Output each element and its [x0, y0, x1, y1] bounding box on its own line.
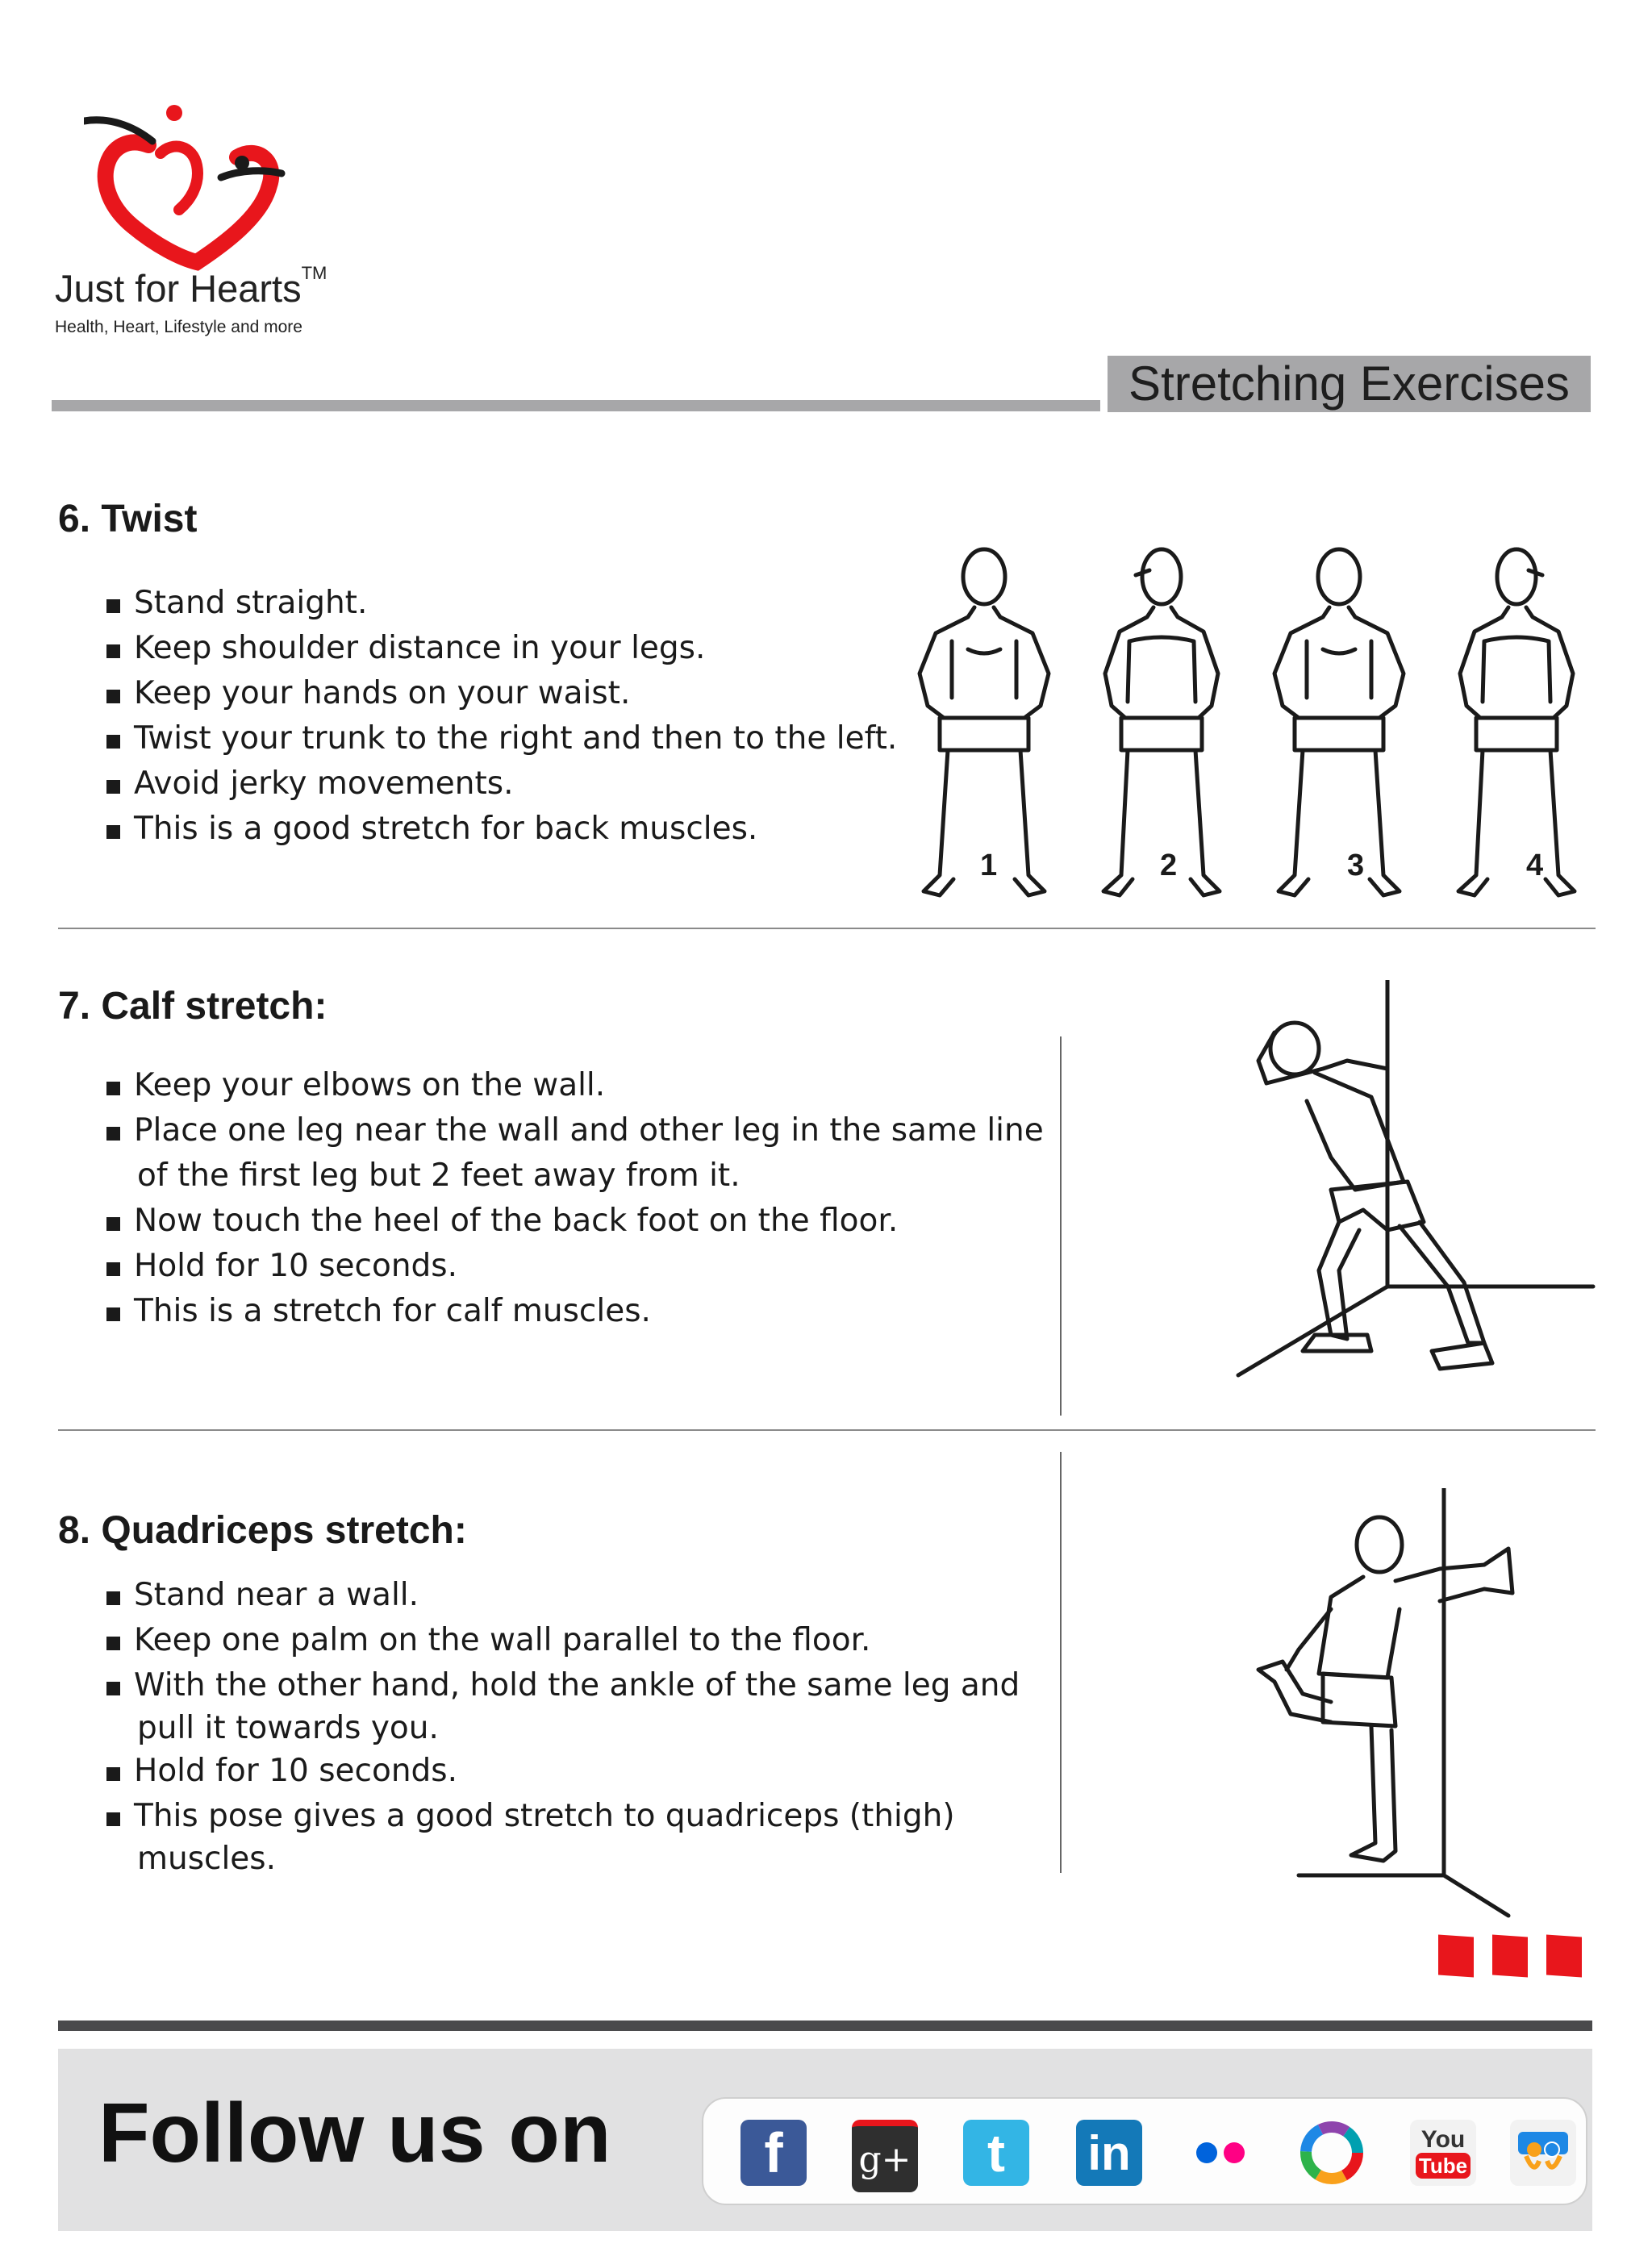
- list-item: Hold for 10 seconds.: [106, 1749, 1020, 1794]
- quadriceps-stretch-illustration: [1242, 1488, 1597, 1924]
- brand-name: [55, 263, 327, 311]
- quadriceps-stretch-figure: [1242, 1488, 1597, 1924]
- list-item: Keep shoulder distance in your legs.: [106, 626, 897, 671]
- picasa-wheel: [1300, 2121, 1363, 2184]
- list-item: of the first leg but 2 feet away from it.: [137, 1157, 740, 1194]
- youtube-icon[interactable]: [1410, 2120, 1476, 2186]
- follow-us-label: Follow us on: [98, 2087, 611, 2180]
- list-item: This pose gives a good stretch to quadriceps (thigh): [106, 1794, 1020, 1839]
- linkedin-glyph: in: [1087, 2125, 1131, 2180]
- flickr-dots: [1187, 2137, 1254, 2169]
- social-links: [702, 2097, 1587, 2205]
- youtube-tube: Tube: [1416, 2153, 1471, 2179]
- section-divider: [58, 928, 1596, 929]
- red-square: [1438, 1934, 1474, 1977]
- list-item: muscles.: [137, 1841, 277, 1877]
- figure-label-3: 3: [1347, 849, 1365, 882]
- slideshare-glyph: [1515, 2129, 1571, 2177]
- list-item: Place one leg near the wall and other leg in the same line: [106, 1108, 1044, 1153]
- red-square: [1492, 1934, 1528, 1977]
- figure-label-1: 1: [980, 849, 998, 882]
- list-item: Avoid jerky movements.: [106, 761, 897, 807]
- heart-logo-icon: [84, 97, 342, 274]
- section-divider: [58, 1429, 1596, 1431]
- bullet-list-quadriceps-stretch: [106, 1573, 1020, 1879]
- twist-figures: [895, 536, 1613, 907]
- section-title-quadriceps-stretch: 8. Quadriceps stretch:: [58, 1509, 467, 1552]
- calf-stretch-illustration: [1226, 980, 1597, 1399]
- brand-tagline: Health, Heart, Lifestyle and more: [55, 318, 302, 336]
- facebook-icon[interactable]: [740, 2120, 807, 2186]
- brand-text: Just for Hearts: [55, 267, 302, 310]
- bullet-list-calf-stretch: [106, 1063, 1044, 1334]
- twitter-icon[interactable]: [963, 2120, 1029, 2186]
- picasa-icon[interactable]: [1299, 2120, 1365, 2186]
- footer-rule: [58, 2021, 1592, 2031]
- twist-illustration: [895, 536, 1613, 907]
- twitter-glyph: t: [987, 2123, 1005, 2183]
- red-square: [1546, 1934, 1582, 1977]
- slideshare-icon[interactable]: [1510, 2120, 1576, 2186]
- list-item: Hold for 10 seconds.: [106, 1244, 1044, 1289]
- list-item: Keep your hands on your waist.: [106, 671, 897, 716]
- list-item: Stand straight.: [106, 581, 897, 626]
- youtube-you: You: [1420, 2126, 1466, 2153]
- brand-logo: [52, 97, 390, 347]
- list-item: pull it towards you.: [137, 1710, 439, 1746]
- google-plus-glyph: g+: [858, 2138, 912, 2180]
- list-item: Now touch the heel of the back foot on the floor.: [106, 1199, 1044, 1244]
- bullet-list-twist: [106, 581, 897, 852]
- google-plus-icon[interactable]: [852, 2120, 918, 2192]
- footer-panel: [58, 2049, 1592, 2231]
- figure-label-2: 2: [1160, 849, 1178, 882]
- section-title-calf-stretch: 7. Calf stretch:: [58, 985, 327, 1028]
- linkedin-icon[interactable]: [1076, 2120, 1142, 2186]
- list-item: Stand near a wall.: [106, 1573, 1020, 1618]
- facebook-glyph: f: [764, 2121, 783, 2184]
- figure-label-4: 4: [1526, 849, 1544, 882]
- list-item: With the other hand, hold the ankle of the same leg and: [106, 1663, 1020, 1708]
- list-item: Keep one palm on the wall parallel to the floor.: [106, 1618, 1020, 1663]
- vertical-divider: [1060, 1036, 1062, 1416]
- decorative-red-squares: [1438, 1936, 1583, 1984]
- title-rule: [52, 400, 1100, 411]
- page-title: Stretching Exercises: [1108, 356, 1591, 412]
- vertical-divider: [1060, 1452, 1062, 1873]
- list-item: Keep your elbows on the wall.: [106, 1063, 1044, 1108]
- flickr-icon[interactable]: [1187, 2120, 1254, 2186]
- section-title-twist: 6. Twist: [58, 498, 198, 540]
- calf-stretch-figure: [1226, 980, 1597, 1399]
- trademark: TM: [301, 263, 327, 283]
- list-item: Twist your trunk to the right and then to the left.: [106, 716, 897, 761]
- list-item: This is a stretch for calf muscles.: [106, 1289, 1044, 1334]
- list-item: This is a good stretch for back muscles.: [106, 807, 897, 852]
